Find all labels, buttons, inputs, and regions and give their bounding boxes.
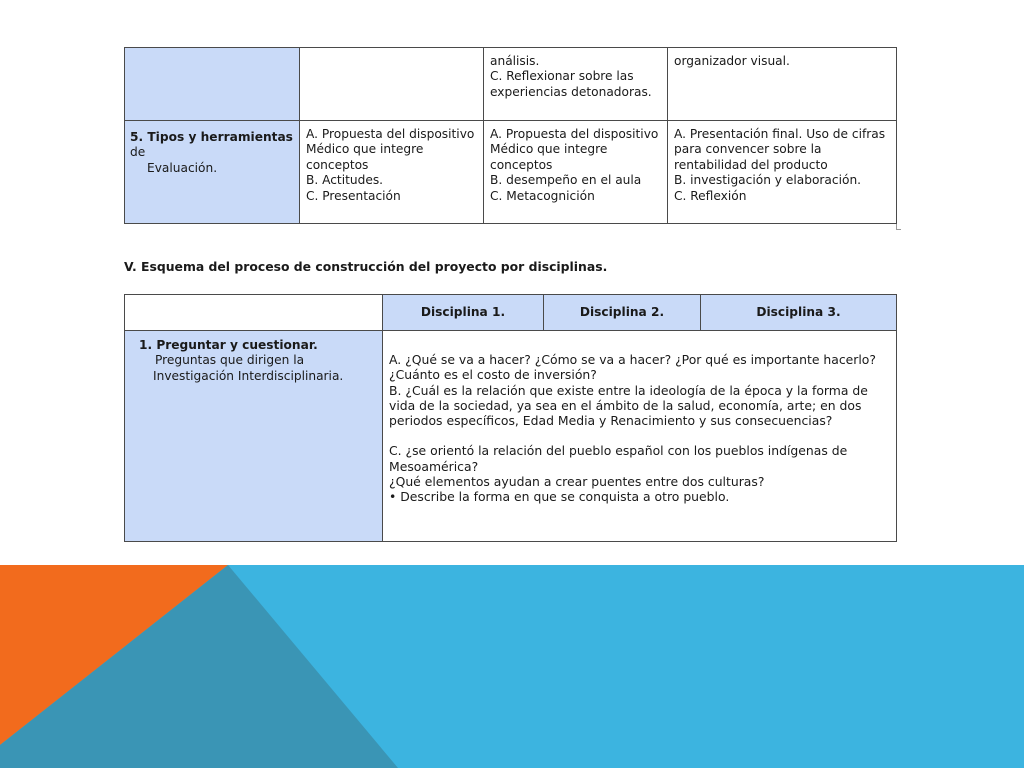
question-b: B. ¿Cuál es la relación que existe entre la ideología de la época y la forma de vida de la sociedad, ya sea en el ámbito de la salud, economía, arte; en dos periodos específicos, Edad Media y Renacimiento y sus consecuencias? <box>389 382 868 429</box>
row-label-line2: Evaluación. <box>147 160 218 175</box>
table-cell <box>300 121 484 224</box>
row-label-title: 1. Preguntar y cuestionar. <box>139 338 318 352</box>
answers-cell <box>383 331 897 542</box>
table-row <box>125 121 897 224</box>
table-cell-label <box>125 331 383 542</box>
cell-text: A. Presentación final. Uso de cifras para convencer sobre la rentabilidad del producto B. investigación y elaboración. C. Reflexión <box>674 127 886 203</box>
question-a-line1: A. ¿Qué se va a hacer? ¿Cómo se va a hacer? ¿Por qué es importante hacerlo? <box>389 352 876 367</box>
table-row <box>125 331 897 542</box>
table-cell <box>484 121 668 224</box>
evaluation-table <box>124 47 897 224</box>
decorative-footer-band <box>0 565 1024 768</box>
cell-text: organizador visual. <box>674 54 790 68</box>
row-label-bold: 5. Tipos y herramientas <box>130 130 293 144</box>
table-cell <box>484 48 668 121</box>
question-c-line3: • Describe la forma en que se conquista a otro pueblo. <box>389 489 730 505</box>
question-a-line2: ¿Cuánto es el costo de inversión? <box>389 367 597 383</box>
row-label-line3: Investigación Interdisciplinaria. <box>153 368 344 383</box>
question-c-line2: ¿Qué elementos ayudan a crear puentes entre dos culturas? <box>389 474 765 490</box>
table-cell <box>668 121 897 224</box>
cell-text: A. Propuesta del dispositivo Médico que integre conceptos B. Actitudes. C. Presentación <box>306 127 475 203</box>
row-label-line2: Preguntas que dirigen la <box>155 353 305 368</box>
header-cell-empty <box>125 295 383 331</box>
header-cell-disciplina-2: Disciplina 2. <box>544 295 701 331</box>
section-heading: V. Esquema del proceso de construcción del proyecto por disciplinas. <box>124 259 608 274</box>
table-end-marker <box>896 224 901 230</box>
row-label-rest: de <box>130 145 146 160</box>
question-c-line1: C. ¿se orientó la relación del pueblo español con los pueblos indígenas de Mesoamérica? <box>389 443 848 474</box>
table-cell-label <box>125 121 300 224</box>
table-cell <box>300 48 484 121</box>
table-header-row <box>125 295 897 331</box>
header-cell-disciplina-1: Disciplina 1. <box>383 295 544 331</box>
table-cell <box>668 48 897 121</box>
cell-text: análisis. C. Reflexionar sobre las experiencias detonadoras. <box>490 54 652 99</box>
header-cell-disciplina-3: Disciplina 3. <box>701 295 897 331</box>
table-row <box>125 48 897 121</box>
disciplines-table <box>124 294 897 542</box>
cell-text: A. Propuesta del dispositivo Médico que integre conceptos B. desempeño en el aula C. Metacognición <box>490 127 659 203</box>
table-cell-label <box>125 48 300 121</box>
